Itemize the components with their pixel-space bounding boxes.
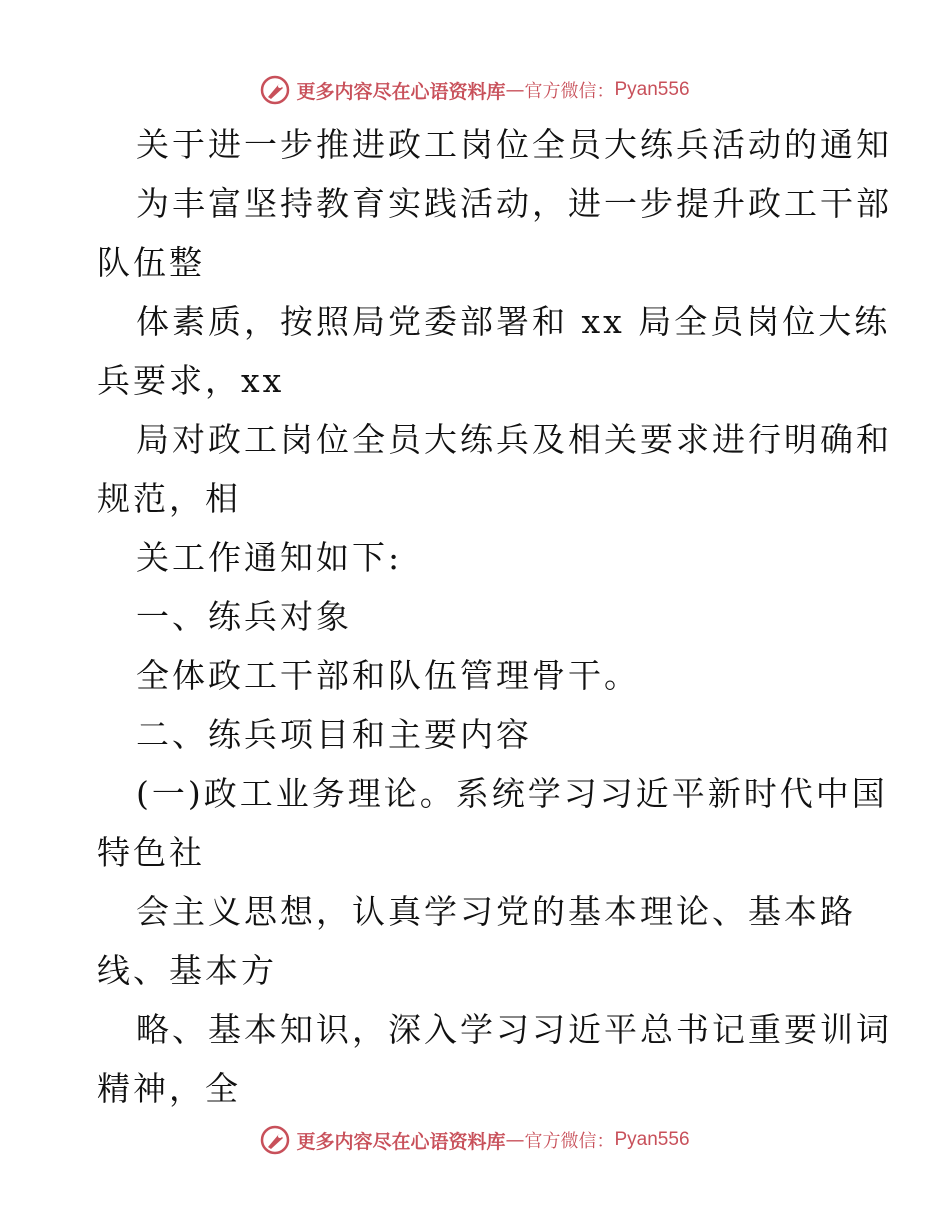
paragraph-line: 兵要求，xx [97, 361, 285, 400]
watermark-separator: — [505, 79, 525, 101]
watermark-separator: — [505, 1129, 525, 1151]
paragraph-line: 线、基本方 [97, 951, 277, 990]
watermark-label: 官方微信： [524, 81, 615, 102]
pen-nib-logo-icon [260, 75, 290, 105]
section-heading: 二、练兵项目和主要内容 [136, 715, 532, 754]
watermark-id: Pyan556 [614, 79, 690, 100]
paragraph-line: 为丰富坚持教育实践活动，进一步提升政工干部 [136, 184, 892, 223]
watermark-id: Pyan556 [614, 1129, 690, 1150]
watermark-brand: 更多内容尽在心语资料库 [296, 1130, 506, 1153]
paragraph-line: 精神，全 [97, 1069, 241, 1108]
paragraph-line: 体素质，按照局党委部署和 xx 局全员岗位大练 [136, 302, 891, 341]
paragraph-line: 略、基本知识，深入学习习近平总书记重要训词 [136, 1010, 892, 1049]
pen-nib-logo-icon [260, 1125, 290, 1155]
watermark-brand: 更多内容尽在心语资料库 [296, 80, 506, 103]
document-title: 关于进一步推进政工岗位全员大练兵活动的通知 [136, 125, 892, 164]
paragraph-line: 会主义思想，认真学习党的基本理论、基本路 [136, 892, 856, 931]
header-watermark [0, 72, 950, 108]
paragraph-line: 局对政工岗位全员大练兵及相关要求进行明确和 [136, 420, 892, 459]
paragraph-line: 特色社 [97, 833, 205, 872]
paragraph-line: 规范，相 [97, 479, 241, 518]
footer-watermark [0, 1122, 950, 1158]
paragraph-line: 全体政工干部和队伍管理骨干。 [136, 656, 640, 695]
paragraph-line: 队伍整 [97, 243, 205, 282]
watermark-label: 官方微信： [524, 1131, 615, 1152]
paragraph-line: 关工作通知如下: [136, 538, 403, 577]
subsection-line: (一)政工业务理论。系统学习习近平新时代中国 [136, 774, 888, 813]
section-heading: 一、练兵对象 [136, 597, 352, 636]
